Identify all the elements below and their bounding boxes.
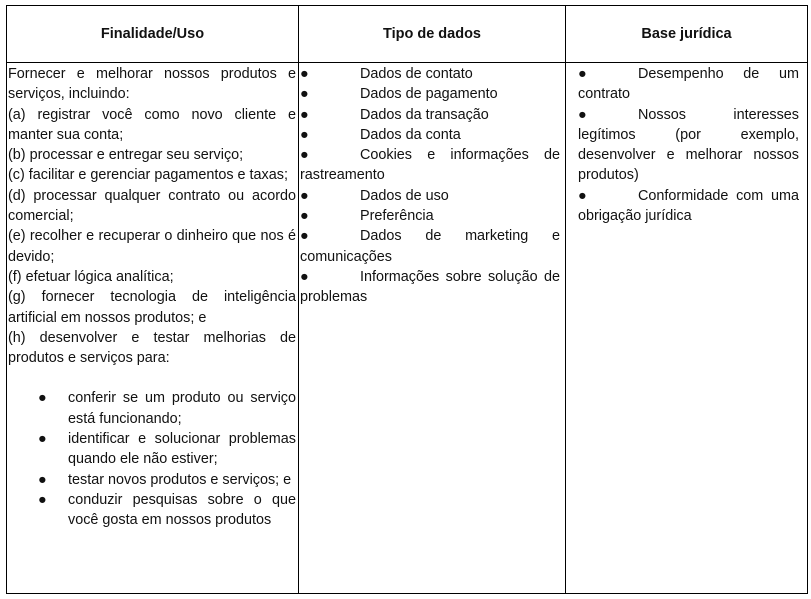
data-type-text: Preferência xyxy=(360,208,434,225)
purpose-sub-item xyxy=(8,388,296,429)
purpose-content xyxy=(7,63,298,531)
bullet-icon: ● xyxy=(300,208,309,225)
header-purpose: Finalidade/Uso xyxy=(7,6,299,63)
data-type-content xyxy=(299,63,565,308)
purpose-sub-item-text: conduzir pesquisas sobre o que você gosta em nossos produtos xyxy=(68,491,296,529)
purpose-item: (a) registrar você como novo cliente e manter sua conta; xyxy=(8,106,296,143)
data-type-text: Informações sobre solução de problemas xyxy=(300,268,560,306)
purpose-item: (e) recolher e recuperar o dinheiro que nos é devido; xyxy=(8,228,296,265)
bullet-icon: ● xyxy=(300,106,309,123)
purpose-item: (b) processar e entregar seu serviço; xyxy=(8,147,244,164)
data-type-item xyxy=(300,105,560,125)
purpose-item: (f) efetuar lógica analítica; xyxy=(8,268,174,285)
data-type-item xyxy=(300,145,560,186)
legal-basis-cell xyxy=(566,63,808,594)
purpose-intro: Fornecer e melhorar nossos produtos e serviços, incluindo: xyxy=(8,66,296,103)
purpose-sub-item-text: conferir se um produto ou serviço está funcionando; xyxy=(68,390,296,427)
data-type-text: Dados da transação xyxy=(360,106,489,123)
purpose-item: (d) processar qualquer contrato ou acordo comercial; xyxy=(8,187,296,225)
data-type-item xyxy=(300,186,560,206)
header-data-type: Tipo de dados xyxy=(299,6,566,63)
bullet-icon: ● xyxy=(300,126,309,143)
legal-basis-text: Desempenho de um contrato xyxy=(578,66,799,103)
data-type-text: Dados de pagamento xyxy=(360,86,498,103)
spacer xyxy=(8,368,296,388)
bullet-icon: ● xyxy=(38,431,47,448)
bullet-icon: ● xyxy=(300,86,309,103)
purpose-sub-item xyxy=(8,470,296,490)
purpose-item: (g) fornecer tecnologia de inteligência artificial em nossos produtos; e xyxy=(8,289,296,326)
bullet-icon: ● xyxy=(578,187,587,204)
data-type-text: Dados de uso xyxy=(360,187,449,204)
bullet-icon: ● xyxy=(38,491,47,508)
data-type-item xyxy=(300,267,560,308)
legal-basis-item xyxy=(578,186,799,227)
purpose-item: (c) facilitar e gerenciar pagamentos e taxas; xyxy=(8,167,288,184)
data-type-cell xyxy=(299,63,566,594)
data-type-text: Cookies e informações de rastreamento xyxy=(300,147,560,184)
bullet-icon: ● xyxy=(300,147,309,164)
table-row xyxy=(7,63,808,594)
data-type-text: Dados de contato xyxy=(360,66,473,82)
bullet-icon: ● xyxy=(38,471,47,488)
bullet-icon: ● xyxy=(578,66,587,82)
bullet-icon: ● xyxy=(578,106,587,123)
data-type-text: Dados da conta xyxy=(360,126,461,143)
data-type-item xyxy=(300,84,560,104)
purpose-item: (h) desenvolver e testar melhorias de produtos e serviços para: xyxy=(8,329,296,367)
purpose-sub-item-text: identificar e solucionar problemas quando ele não estiver; xyxy=(68,431,296,468)
data-type-item xyxy=(300,206,560,226)
table-header-row xyxy=(7,6,808,63)
data-type-item xyxy=(300,226,560,267)
purpose-sub-item-text: testar novos produtos e serviços; e xyxy=(68,471,292,488)
legal-basis-content xyxy=(566,63,807,226)
purpose-sub-item xyxy=(8,490,296,531)
data-type-item xyxy=(300,64,560,84)
legal-basis-text: Conformidade com uma obrigação jurídica xyxy=(578,187,799,225)
legal-basis-text: Nossos interesses legítimos (por exemplo, desenvolver e melhorar nossos produtos) xyxy=(578,106,799,184)
bullet-icon: ● xyxy=(300,268,309,285)
purpose-cell xyxy=(7,63,299,594)
header-legal-basis: Base jurídica xyxy=(566,6,808,63)
bullet-icon: ● xyxy=(38,390,47,407)
bullet-icon: ● xyxy=(300,228,309,245)
data-type-text: Dados de marketing e comunicações xyxy=(300,228,560,265)
data-type-item xyxy=(300,125,560,145)
bullet-icon: ● xyxy=(300,66,309,82)
legal-basis-item xyxy=(578,64,799,105)
legal-basis-item xyxy=(578,105,799,186)
purpose-sub-list xyxy=(8,388,296,530)
bullet-icon: ● xyxy=(300,187,309,204)
legal-basis-table xyxy=(6,5,808,594)
purpose-sub-item xyxy=(8,429,296,470)
